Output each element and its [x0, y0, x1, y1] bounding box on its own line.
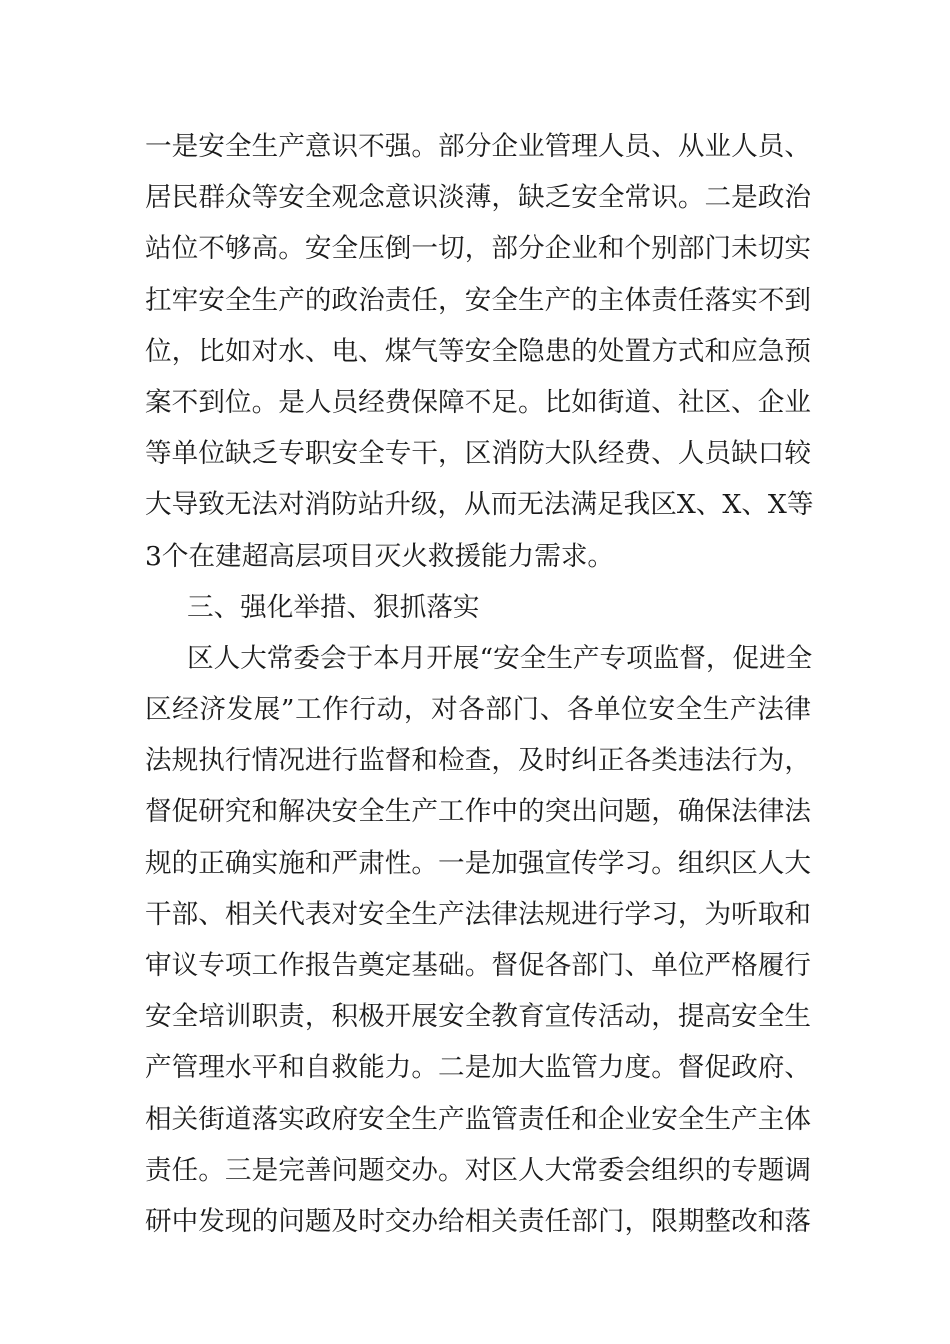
paragraph-line: 等单位缺乏专职安全专干，区消防大队经费、人员缺口较 — [145, 438, 811, 470]
paragraph-line: 案不到位。是人员经费保障不足。比如街道、社区、企业 — [145, 386, 811, 418]
paragraph-line: 扛牢安全生产的政治责任，安全生产的主体责任落实不到 — [145, 284, 811, 316]
paragraph-line: 3个在建超高层项目灭火救援能力需求。 — [145, 540, 615, 572]
paragraph-line: 居民群众等安全观念意识淡薄，缺乏安全常识。二是政治 — [145, 182, 811, 214]
paragraph-line: 责任。三是完善问题交办。对区人大常委会组织的专题调 — [145, 1154, 811, 1186]
section-heading: 三、强化举措、狠抓落实 — [187, 591, 480, 623]
document-body — [145, 121, 814, 1247]
paragraph-line: 督促研究和解决安全生产工作中的突出问题，确保法律法 — [145, 796, 811, 828]
paragraph-line: 研中发现的问题及时交办给相关责任部门，限期整改和落 — [145, 1205, 811, 1237]
paragraph-line: 产管理水平和自救能力。二是加大监管力度。督促政府、 — [145, 1052, 811, 1084]
paragraph-line: 安全培训职责，积极开展安全教育宣传活动，提高安全生 — [145, 1001, 811, 1033]
paragraph-line: 区人大常委会于本月开展“安全生产专项监督，促进全 — [187, 642, 813, 674]
paragraph-measures — [145, 633, 811, 1247]
paragraph-line: 一是安全生产意识不强。部分企业管理人员、从业人员、 — [145, 131, 811, 162]
paragraph-line: 大导致无法对消防站升级，从而无法满足我区X、X、X等 — [145, 489, 814, 521]
paragraph-line: 相关街道落实政府安全生产监管责任和企业安全生产主体 — [145, 1103, 811, 1135]
paragraph-line: 审议专项工作报告奠定基础。督促各部门、单位严格履行 — [145, 950, 811, 981]
paragraph-line: 站位不够高。安全压倒一切，部分企业和个别部门未切实 — [145, 233, 811, 265]
paragraph-line: 位，比如对水、电、煤气等安全隐患的处置方式和应急预 — [145, 335, 811, 367]
paragraph-safety-issues — [145, 121, 814, 582]
paragraph-line: 法规执行情况进行监督和检查，及时纠正各类违法行为， — [145, 745, 811, 777]
paragraph-line: 规的正确实施和严肃性。一是加强宣传学习。组织区人大 — [145, 847, 811, 879]
paragraph-line: 区经济发展”工作行动，对各部门、各单位安全生产法律 — [145, 694, 811, 726]
paragraph-line: 干部、相关代表对安全生产法律法规进行学习，为听取和 — [145, 898, 811, 930]
